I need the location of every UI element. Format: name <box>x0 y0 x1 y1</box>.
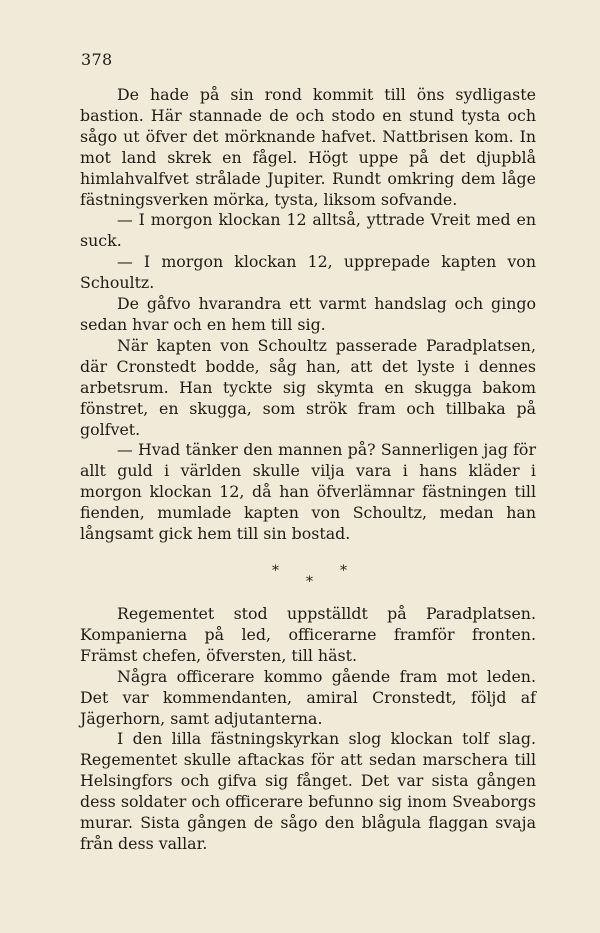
page-number: 378 <box>81 50 113 69</box>
paragraph: I den lilla fästningskyrkan slog klockan tolf slag. Regementet skulle aftackas för att sedan marschera till Helsingfors och gifva sig fånget. Det var sista gången dess soldater och officerare befunno sig inom Sveaborgs murar. Sista gången de sågo den blågula flaggan svaja från dess vallar. <box>80 729 536 853</box>
separator-asterisk: * <box>340 563 347 579</box>
paragraph: — I morgon klockan 12, upprepade kapten von Schoultz. <box>80 252 536 293</box>
paragraph: — I morgon klockan 12 alltså, yttrade Vreit med en suck. <box>80 210 536 251</box>
section-separator <box>0 560 600 600</box>
paragraph: — Hvad tänker den mannen på? Sannerligen jag för allt guld i världen skulle vilja vara i hans kläder i morgon klockan 12, då han öfverlämnar fästningen till fienden, mumlade kapten von Schoultz, medan han långsamt gick hem till sin bostad. <box>80 440 536 544</box>
paragraph: Regementet stod uppställdt på Paradplatsen. Kompanierna på led, officerarne framför fronten. Främst chefen, öfversten, till häst. <box>80 604 536 665</box>
paragraph: De hade på sin rond kommit till öns sydligaste bastion. Här stannade de och stodo en stund tysta och sågo ut öfver det mörknande hafvet. Nattbrisen kom. In mot land skrek en fågel. Högt uppe på det djupblå himlahvalfvet strålade Jupiter. Rundt omkring dem låge fästningsverken mörka, tysta, liksom sofvande. <box>80 85 536 209</box>
section-one <box>80 85 536 545</box>
paragraph: När kapten von Schoultz passerade Paradplatsen, där Cronstedt bodde, såg han, att det lyste i dennes arbetsrum. Han tyckte sig skymta en skugga bakom fönstret, en skugga, som strök fram och tillbaka på golfvet. <box>80 335 536 439</box>
section-two <box>80 604 536 855</box>
separator-asterisk: * <box>272 563 279 579</box>
paragraph: De gåfvo hvarandra ett varmt handslag och gingo sedan hvar och en hem till sig. <box>80 294 536 334</box>
paragraph: Några officerare kommo gående fram mot leden. Det var kommendanten, amiral Cronstedt, följd af Jägerhorn, samt adjutanterna. <box>80 666 536 728</box>
separator-asterisk: * <box>306 574 313 590</box>
